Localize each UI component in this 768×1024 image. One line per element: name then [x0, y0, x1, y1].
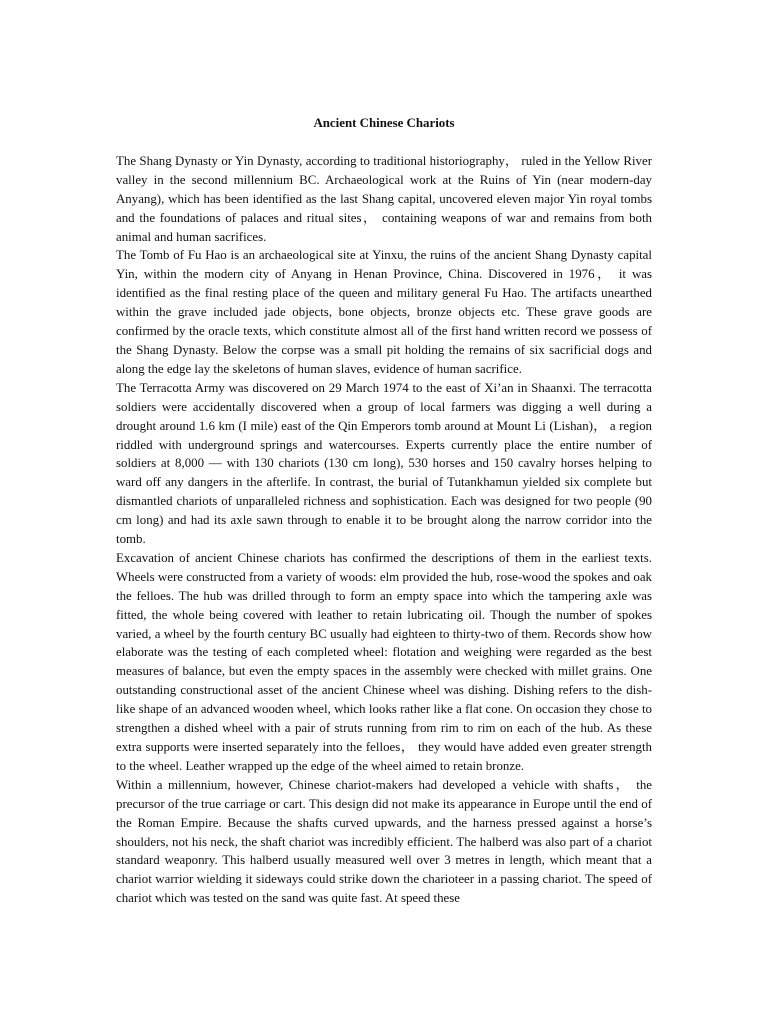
- paragraph-terracotta-army: The Terracotta Army was discovered on 29 March 1974 to the east of Xi’an in Shaanxi. The terracotta soldiers were accidentally discovered when a group of local farmers was digging a well during a drought around 1.6 km (I mile) east of the Qin Emperors tomb around at Mount Li (Lishan)， a region riddled with underground springs and watercourses. Experts currently place the entire number of soldiers at 8,000 — with 130 chariots (130 cm long), 530 horses and 150 cavalry horses helping to ward off any dangers in the afterlife. In contrast, the burial of Tutankhamun yielded six complete but dismantled chariots of unparalleled richness and sophistication. Each was designed for two people (90 cm long) and had its axle sawn through to enable it to be brought along the narrow corridor into the tomb.: [116, 380, 652, 547]
- paragraph-shang-dynasty: The Shang Dynasty or Yin Dynasty, according to traditional historiography， ruled in the Yellow River valley in the second millennium BC. Archaeological work at the Ruins of Yin (near modern-day Anyang), which has been identified as the last Shang capital, uncovered eleven major Yin royal tombs and the foundations of palaces and ritual sites， containing weapons of war and remains from both animal and human sacrifices.: [116, 153, 652, 244]
- document-body: [116, 114, 652, 908]
- paragraph-tomb-of-fu-hao: The Tomb of Fu Hao is an archaeological site at Yinxu, the ruins of the ancient Shang Dynasty capital Yin, within the modern city of Anyang in Henan Province, China. Discovered in 1976， it was identified as the final resting place of the queen and military general Fu Hao. The artifacts unearthed within the grave included jade objects, bone objects, bronze objects etc. These grave goods are confirmed by the oracle texts, which constitute almost all of the first hand written record we possess of the Shang Dynasty. Below the corpse was a small pit holding the remains of six sacrificial dogs and along the edge lay the skeletons of human slaves, evidence of human sacrifice.: [116, 248, 652, 376]
- paragraph-shaft-chariot: Within a millennium, however, Chinese chariot-makers had developed a vehicle with shafts， the precursor of the true carriage or cart. This design did not make its appearance in Europe until the end of the Roman Empire. Because the shafts curved upwards, and the harness pressed against a horse’s shoulders, not his neck, the shaft chariot was incredibly efficient. The halberd was also part of a chariot standard weaponry. This halberd usually measured well over 3 metres in length, which meant that a chariot warrior wielding it sideways could strike down the charioteer in a passing chariot. The speed of chariot which was tested on the sand was quite fast. At speed these: [116, 777, 652, 906]
- document-title: Ancient Chinese Chariots: [313, 116, 455, 130]
- paragraph-chariot-excavation: Excavation of ancient Chinese chariots has confirmed the descriptions of them in the earliest texts. Wheels were constructed from a variety of woods: elm provided the hub, rose-wood the spokes and oak the felloes. The hub was drilled through to form an empty space into which the tampering axle was fitted, the whole being covered with leather to retain lubricating oil. Though the number of spokes varied, a wheel by the fourth century BC usually had eighteen to thirty-two of them. Records show how elaborate was the testing of each completed wheel: flotation and weighing were regarded as the best measures of balance, but even the empty spaces in the assembly were checked with millet grains. One outstanding constructional asset of the ancient Chinese wheel was dishing. Dishing refers to the dish-like shape of an advanced wooden wheel, which looks rather like a flat cone. On occasion they chose to strengthen a dished wheel with a pair of struts running from rim to rim on each of the hub. As these extra supports were inserted separately into the felloes， they would have added even greater strength to the wheel. Leather wrapped up the edge of the wheel aimed to retain bronze.: [116, 550, 652, 773]
